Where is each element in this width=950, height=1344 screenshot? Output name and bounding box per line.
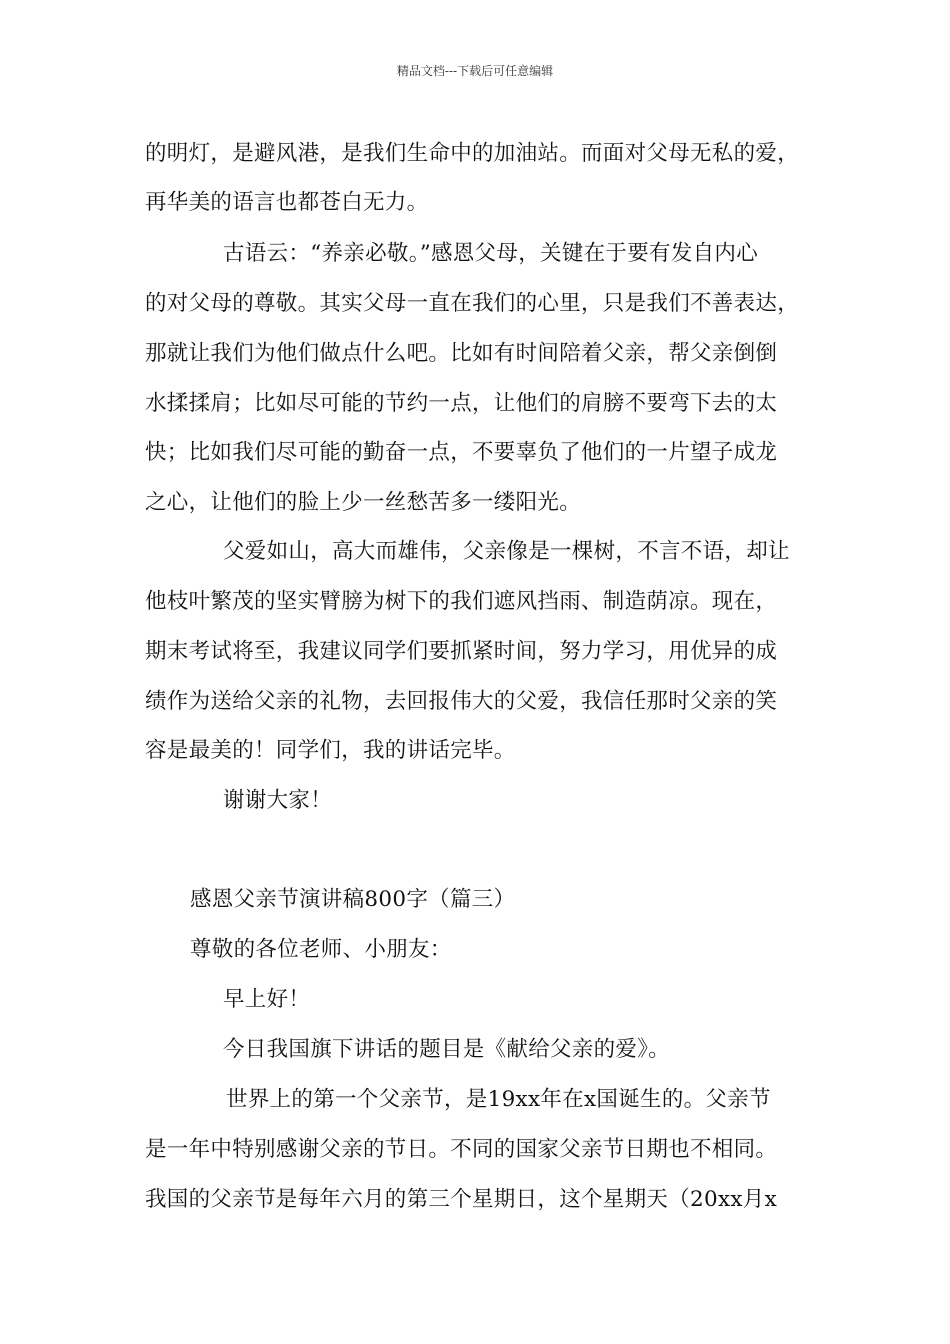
text-line: 水揉揉肩；比如尽可能的节约一点，让他们的肩膀不要弯下去的太 [145,391,778,416]
text-line: 古语云：“养亲必敬。”感恩父母，关键在于要有发自内心 [223,241,759,266]
text-line: 今日我国旗下讲话的题目是《献给父亲的爱》。 [223,1037,671,1062]
text-line: 快；比如我们尽可能的勤奋一点，不要辜负了他们的一片望子成龙 [145,440,778,465]
text-line: 他枝叶繁茂的坚实臂膀为树下的我们遮风挡雨、制造荫凉。现在， [145,589,778,614]
text-line: 容是最美的！同学们，我的讲话完毕。 [145,738,516,763]
text-line: 再华美的语言也都苍白无力。 [145,190,429,215]
text-line: 谢谢大家！ [223,788,333,813]
text-line: 的明灯，是避风港，是我们生命中的加油站。而面对父母无私的爱， [145,141,800,166]
salutation: 尊敬的各位老师、小朋友： [190,937,452,962]
text-line: 那就让我们为他们做点什么吧。比如有时间陪着父亲，帮父亲倒倒 [145,341,778,366]
text-line: 期末考试将至，我建议同学们要抓紧时间，努力学习，用优异的成 [145,639,778,664]
text-line: 之心，让他们的脸上少一丝愁苦多一缕阳光。 [145,490,582,515]
section-heading: 感恩父亲节演讲稿800字（篇三） [190,887,516,912]
text-line: 早上好！ [223,987,311,1012]
text-line: 父爱如山，高大而雄伟，父亲像是一棵树，不言不语，却让 [223,539,790,564]
text-line: 我国的父亲节是每年六月的第三个星期日，这个星期天（20xx月x [145,1187,778,1212]
text-line: 的对父母的尊敬。其实父母一直在我们的心里，只是我们不善表达， [145,291,800,316]
text-line: 绩作为送给父亲的礼物，去回报伟大的父爱，我信任那时父亲的笑 [145,689,778,714]
text-line: 是一年中特别感谢父亲的节日。不同的国家父亲节日期也不相同。 [145,1137,778,1162]
text-line: 世界上的第一个父亲节，是19xx年在x国诞生的。父亲节 [226,1087,771,1112]
page-header: 精品文档---下载后可任意编辑 [396,64,554,78]
